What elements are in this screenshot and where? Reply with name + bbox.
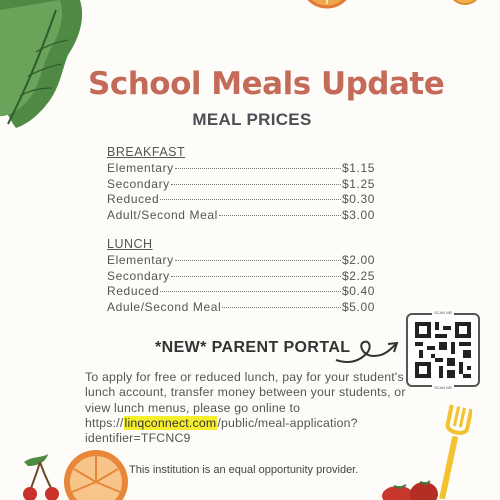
instructions-text: To apply for free or reduced lunch, pay for your student's lunch account, transfer money between your students, or view lunch menus, please go online to https:// xyxy=(85,370,406,430)
price-label: Reduced xyxy=(107,192,160,206)
qr-code[interactable] xyxy=(406,310,480,390)
dot-leader xyxy=(171,184,341,185)
price-row xyxy=(107,253,375,269)
lunch-section xyxy=(107,236,375,315)
price-value: $1.25 xyxy=(341,176,375,191)
dot-leader xyxy=(219,215,341,216)
portal-link-path[interactable]: /public/meal-application?identifier=TFCNC9 xyxy=(85,415,358,446)
qr-label-top: SCAN ME xyxy=(434,310,453,315)
orange-icon xyxy=(445,0,485,10)
price-label: Secondary xyxy=(107,176,170,191)
cherries-icon xyxy=(18,452,64,500)
price-label: Adule/Second Meal xyxy=(107,299,222,314)
tomatoes-icon xyxy=(378,470,448,500)
price-value: $0.30 xyxy=(341,192,375,206)
dot-leader xyxy=(160,199,341,200)
price-row xyxy=(107,177,375,193)
orange-slice-icon xyxy=(62,448,130,500)
price-value: $2.25 xyxy=(341,268,375,283)
curved-arrow-icon xyxy=(334,334,400,368)
qr-code-icon xyxy=(415,322,471,378)
portal-instructions xyxy=(85,370,415,446)
price-label: Elementary xyxy=(107,161,174,175)
price-row xyxy=(107,269,375,285)
parent-portal-heading: *NEW* PARENT PORTAL xyxy=(155,339,351,356)
dot-leader xyxy=(160,291,341,292)
dot-leader xyxy=(175,260,341,261)
breakfast-section xyxy=(107,144,375,223)
citrus-slice-icon xyxy=(298,0,356,22)
dot-leader xyxy=(175,168,341,169)
price-value: $5.00 xyxy=(341,299,375,314)
qr-label-bottom: SCAN ME xyxy=(434,385,453,390)
meal-prices-heading: MEAL PRICES xyxy=(192,110,312,129)
price-value: $2.00 xyxy=(341,253,375,267)
price-label: Elementary xyxy=(107,253,174,267)
price-row xyxy=(107,192,375,208)
price-value: $0.40 xyxy=(341,284,375,298)
lunch-heading: LUNCH xyxy=(107,237,153,251)
dot-leader xyxy=(171,276,341,277)
price-value: $1.15 xyxy=(341,161,375,175)
price-row xyxy=(107,208,375,224)
price-value: $3.00 xyxy=(341,207,375,222)
price-row xyxy=(107,284,375,300)
page-title: School Meals Update xyxy=(88,65,445,102)
footer-text: This institution is an equal opportunity provider. xyxy=(129,464,359,476)
qr-frame xyxy=(406,313,480,387)
price-label: Secondary xyxy=(107,268,170,283)
portal-link-highlight[interactable]: linqconnect.com xyxy=(124,415,217,430)
dot-leader xyxy=(222,307,341,308)
price-label: Adult/Second Meal xyxy=(107,207,218,222)
price-label: Reduced xyxy=(107,284,160,298)
price-row xyxy=(107,161,375,177)
breakfast-heading: BREAKFAST xyxy=(107,145,186,159)
price-row xyxy=(107,300,375,316)
